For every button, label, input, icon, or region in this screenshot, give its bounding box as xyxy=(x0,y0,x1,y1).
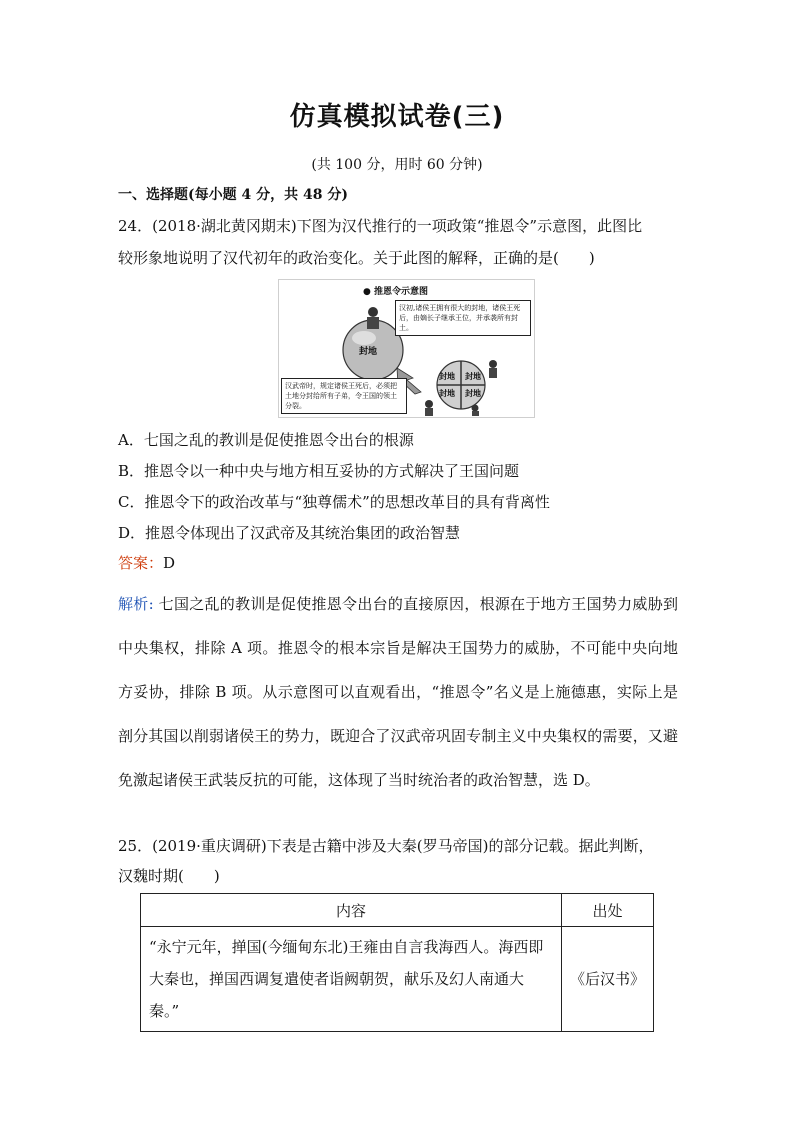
explanation xyxy=(118,582,678,802)
option-d: D．推恩令体现出了汉武帝及其统治集团的政治智慧 xyxy=(118,524,461,542)
small-land-label: 封地 xyxy=(439,389,455,398)
big-land-label: 封地 xyxy=(359,347,378,357)
table-row xyxy=(141,927,654,1032)
answer-value: D xyxy=(163,554,176,572)
small-land-label: 封地 xyxy=(439,372,455,381)
explanation-text: 七国之乱的教训是促使推恩令出台的直接原因，根源在于地方王国势力威胁到中央集权，排除 A 项。推恩令的根本宗旨是解决王国势力的威胁，不可能中央向地方妥协，排除 B 项。从示意图可以直观看出，“推恩令”名义是上施德惠，实际上是剖分其国以削弱诸侯王的势力，既迎合了汉武帝巩固专制主义中央集权的需要，又避免激起诸侯王武装反抗的可能，这体现了当时统治者的政治智慧，选 D。 xyxy=(118,595,678,789)
table-cell-content: “永宁元年，掸国(今缅甸东北)王雍由自言我海西人。海西即大秦也，掸国西调复遣使者诣阙朝贺，献乐及幻人南通大秦。” xyxy=(141,927,562,1032)
column-header-content: 内容 xyxy=(141,894,562,927)
option-c: C．推恩令下的政治改革与“独尊儒术”的思想改革目的具有背离性 xyxy=(118,493,550,511)
explanation-label: 解析: xyxy=(118,595,154,613)
table-cell-source: 《后汉书》 xyxy=(562,927,654,1032)
question-25-line-2: 汉魏时期( ) xyxy=(118,867,220,885)
records-table xyxy=(140,893,654,1032)
small-land-label: 封地 xyxy=(465,389,481,398)
column-header-source: 出处 xyxy=(562,894,654,927)
diagram-note-bottom: 汉武帝时，规定诸侯王死后，必须把土地分封给所有子弟，令王国的领土分裂。 xyxy=(281,378,407,414)
table-header-row xyxy=(141,894,654,927)
section-heading: 一、选择题(每小题 4 分，共 48 分) xyxy=(118,187,348,203)
option-a: A．七国之乱的教训是促使推恩令出台的根源 xyxy=(118,431,414,449)
small-land-label: 封地 xyxy=(465,372,481,381)
question-24-line-2: 较形象地说明了汉代初年的政治变化。关于此图的解释，正确的是( ) xyxy=(118,249,595,267)
page-subtitle: (共 100 分，用时 60 分钟) xyxy=(311,157,483,173)
diagram-title: ● 推恩令示意图 xyxy=(363,287,428,297)
option-b: B．推恩令以一种中央与地方相互妥协的方式解决了王国问题 xyxy=(118,462,520,480)
answer-line xyxy=(118,552,175,573)
answer-label: 答案： xyxy=(118,554,164,572)
question-25-line-1: 25．(2019·重庆调研)下表是古籍中涉及大秦(罗马帝国)的部分记载。据此判断， xyxy=(118,837,654,855)
question-24-line-1: 24．(2018·湖北黄冈期末)下图为汉代推行的一项政策“推恩令”示意图，此图比 xyxy=(118,217,643,235)
page-title: 仿真模拟试卷(三) xyxy=(289,102,505,132)
policy-diagram xyxy=(278,279,535,418)
diagram-note-top: 汉初,诸侯王拥有很大的封地，诸侯王死后，由嫡长子继承王位，并承袭所有封土。 xyxy=(395,300,531,336)
